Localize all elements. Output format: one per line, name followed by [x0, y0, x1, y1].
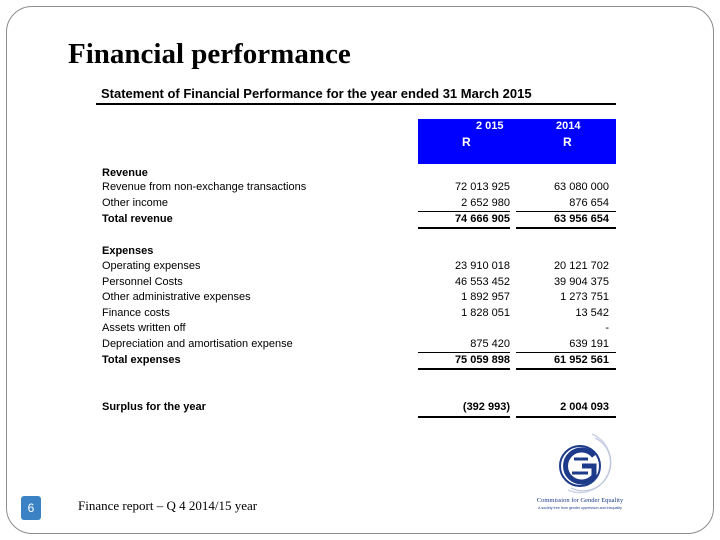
row-label: Finance costs — [102, 307, 170, 319]
table-row — [96, 196, 616, 212]
row-value-2015: 72 013 925 — [454, 181, 510, 193]
total-revenue-label: Total revenue — [102, 213, 173, 225]
financial-statement-table — [96, 84, 616, 413]
total-rule-2014 — [516, 227, 616, 229]
organisation-logo — [530, 428, 630, 514]
total-revenue-row — [96, 212, 616, 228]
row-value-2014: 13 542 — [575, 307, 609, 319]
table-row — [96, 290, 616, 306]
column-year-2014: 2014 — [556, 120, 581, 132]
row-value-2014: 876 654 — [569, 197, 609, 209]
row-value-2015: 1 828 051 — [461, 307, 510, 319]
total-expenses-label: Total expenses — [102, 354, 181, 366]
column-header — [418, 119, 616, 164]
row-value-2015: 875 420 — [470, 338, 510, 350]
row-value-2015: 46 553 452 — [454, 276, 510, 288]
row-label: Assets written off — [102, 322, 186, 334]
row-value-2014: 20 121 702 — [553, 260, 609, 272]
table-row — [96, 321, 616, 337]
row-value-2015: 23 910 018 — [454, 260, 510, 272]
row-value-2014: 639 191 — [569, 338, 609, 350]
table-row — [96, 259, 616, 275]
row-value-2014: 39 904 375 — [553, 276, 609, 288]
surplus-2014: 2 004 093 — [560, 401, 609, 413]
slide-title: Financial performance — [68, 38, 351, 70]
logo-name: Commission for Gender Equality — [536, 497, 624, 504]
row-label: Other administrative expenses — [102, 291, 251, 303]
revenue-heading: Revenue — [102, 167, 148, 179]
statement-title: Statement of Financial Performance for the year ended 31 March 2015 — [96, 84, 616, 105]
total-rule-2015 — [418, 368, 510, 370]
row-label: Personnel Costs — [102, 276, 183, 288]
total-revenue-2015: 74 666 905 — [454, 213, 510, 225]
table-row — [96, 306, 616, 322]
table-row — [96, 275, 616, 291]
surplus-2015: (392 993) — [462, 401, 510, 413]
surplus-rule-2015 — [418, 416, 510, 418]
row-label: Depreciation and amortisation expense — [102, 338, 293, 350]
surplus-rule-2014 — [516, 416, 616, 418]
row-label: Other income — [102, 197, 169, 209]
row-value-2015: 1 892 957 — [461, 291, 510, 303]
row-value-2014: 63 080 000 — [553, 181, 609, 193]
commission-for-gender-equality-logo-icon — [530, 428, 630, 496]
total-expenses-2014: 61 952 561 — [553, 354, 609, 366]
page-number-badge: 6 — [21, 496, 41, 520]
logo-tagline: A society free from gender oppression and inequality — [538, 506, 622, 510]
row-value-2014: - — [605, 322, 609, 334]
footer-text: Finance report – Q 4 2014/15 year — [78, 498, 258, 513]
total-expenses-2015: 75 059 898 — [454, 354, 510, 366]
surplus-row — [96, 400, 616, 416]
row-value-2014: 1 273 751 — [560, 291, 609, 303]
total-revenue-2014: 63 956 654 — [553, 213, 609, 225]
expenses-heading: Expenses — [102, 245, 154, 257]
total-rule-2015 — [418, 227, 510, 229]
total-expenses-row — [96, 353, 616, 369]
column-unit-2015: R — [462, 135, 471, 149]
row-label: Revenue from non-exchange transactions — [102, 181, 307, 193]
total-rule-2014 — [516, 368, 616, 370]
surplus-label: Surplus for the year — [102, 401, 206, 413]
table-row — [96, 337, 616, 353]
table-row — [96, 180, 616, 196]
expenses-heading-row — [96, 244, 616, 260]
row-value-2015: 2 652 980 — [461, 197, 510, 209]
column-unit-2014: R — [563, 135, 572, 149]
row-label: Operating expenses — [102, 260, 201, 272]
column-year-2015: 2 015 — [476, 120, 504, 132]
